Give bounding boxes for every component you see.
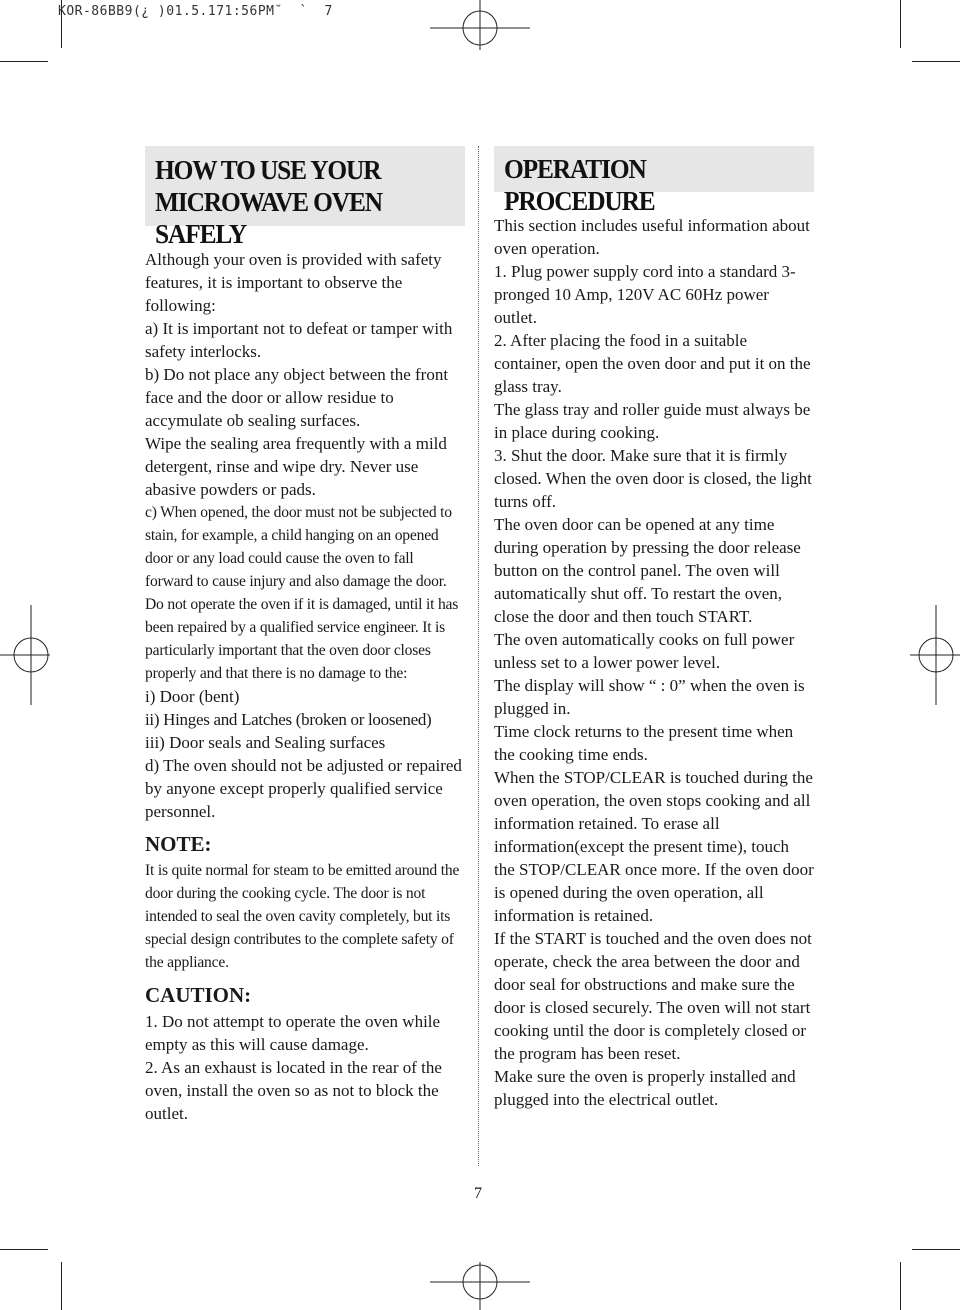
safety-heading-line1: HOW TO USE YOUR <box>155 155 381 185</box>
operation-heading: OPERATION PROCEDURE <box>504 154 655 216</box>
paragraph: Although your oven is provided with safety features, it is important to observe the following: <box>145 250 442 315</box>
paragraph: 1. Plug power supply cord into a standard 3-pronged 10 Amp, 120V AC 60Hz power outlet. <box>494 262 796 327</box>
paragraph: The oven automatically cooks on full power unless set to a lower power level. <box>494 630 795 672</box>
paragraph: This section includes useful information about oven operation. <box>494 216 810 258</box>
paragraph: When the STOP/CLEAR is touched during the oven operation, the oven stops cooking and all information retained. To erase all information(except the present time), touch the STOP/CLEAR once more. If the oven door is opened during the oven operation, all information is retained. <box>494 768 814 925</box>
crop-mark-top-left-horizontal <box>0 61 48 62</box>
paragraph: 3. Shut the door. Make sure that it is firmly closed. When the oven door is closed, the light turns off. <box>494 446 812 511</box>
list-item: i) Door (bent) <box>145 687 240 706</box>
paragraph: If the START is touched and the oven does not operate, check the area between the door and door seal for obstructions and make sure the door is closed securely. The oven will not start cooking until the door is completely closed or the program has been reset. <box>494 929 812 1063</box>
paragraph: 2. After placing the food in a suitable container, open the oven door and put it on the glass tray. <box>494 331 811 396</box>
safety-heading <box>155 152 437 250</box>
list-item: iii) Door seals and Sealing surfaces <box>145 733 386 752</box>
column-divider <box>478 146 479 1166</box>
paragraph: a) It is important not to defeat or tamper with safety interlocks. <box>145 319 453 361</box>
crop-mark-bottom-right-vertical <box>900 1262 901 1310</box>
crop-mark-top-right-horizontal <box>912 61 960 62</box>
paragraph: The oven door can be opened at any time during operation by pressing the door release button on the control panel. The oven will automatically shut off. To restart the oven, close the door and then touch START. <box>494 515 801 626</box>
safety-heading-box <box>145 146 465 249</box>
crop-mark-bottom-left-horizontal <box>0 1249 48 1250</box>
note-heading: NOTE: <box>145 832 212 856</box>
note-text: It is quite normal for steam to be emitted around the door during the cooking cycle. The door is not intended to seal the oven cavity completely, but its special design contributes to the complete safety of the appliance. <box>145 862 460 971</box>
operation-heading-box <box>494 146 814 216</box>
crop-mark-bottom-right-horizontal <box>912 1249 960 1250</box>
safety-body <box>145 248 465 1125</box>
operation-body <box>494 214 814 1111</box>
operation-column <box>494 146 814 1111</box>
paragraph: Make sure the oven is properly installed and plugged into the electrical outlet. <box>494 1067 796 1109</box>
safety-heading-line2: MICROWAVE OVEN SAFELY <box>155 187 382 249</box>
registration-mark-right-icon <box>910 605 960 705</box>
registration-mark-bottom-icon <box>430 1262 530 1310</box>
paragraph: Time clock returns to the present time when the cooking time ends. <box>494 722 794 764</box>
paragraph: b) Do not place any object between the front face and the door or allow residue to accymulate ob sealing surfaces. <box>145 365 449 430</box>
list-item: ii) Hinges and Latches (broken or loosened) <box>145 710 432 729</box>
caution-heading: CAUTION: <box>145 983 252 1007</box>
print-slug: KOR-86BB9(¿ )01.5.171:56PM˘ ` 7 <box>58 4 333 19</box>
registration-mark-left-icon <box>0 605 50 705</box>
crop-mark-top-right-vertical <box>900 0 901 48</box>
crop-mark-bottom-left-vertical <box>61 1262 62 1310</box>
list-item: d) The oven should not be adjusted or repaired by anyone except properly qualified service personnel. <box>145 756 462 821</box>
page-number: 7 <box>474 1185 482 1202</box>
caution-item: 1. Do not attempt to operate the oven while empty as this will cause damage. <box>145 1012 441 1054</box>
registration-mark-top-icon <box>430 0 530 50</box>
paragraph: The glass tray and roller guide must always be in place during cooking. <box>494 400 811 442</box>
paragraph: The display will show “ : 0” when the oven is plugged in. <box>494 676 805 718</box>
paragraph: c) When opened, the door must not be subjected to stain, for example, a child hanging on an opened door or any load could cause the oven to fall forward to cause injury and also damage the door. Do not operate the oven if it is damaged, until it has been repaired by a qualified service engineer. It is particularly important that the oven door closes properly and that there is no damage to the: <box>145 504 459 682</box>
caution-item: 2. As an exhaust is located in the rear of the oven, install the oven so as not to block the outlet. <box>145 1058 442 1123</box>
paragraph: Wipe the sealing area frequently with a mild detergent, rinse and wipe dry. Never use abasive powders or pads. <box>145 434 447 499</box>
safety-column <box>145 146 465 1125</box>
